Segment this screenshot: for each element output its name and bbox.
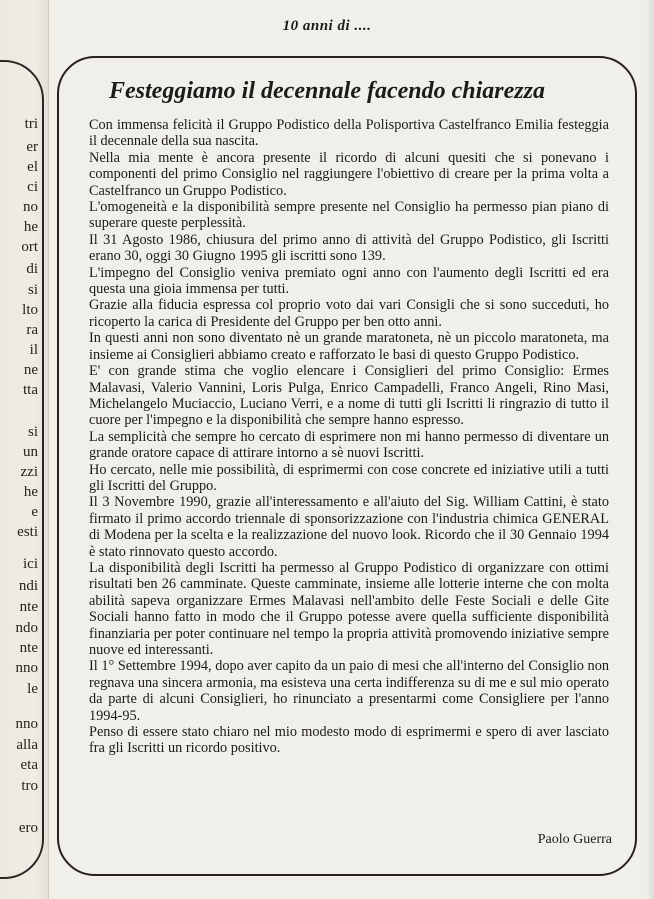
previous-page-fragment: nno (15, 660, 38, 676)
previous-page-fragment: zzi (20, 464, 38, 480)
article-body (89, 117, 609, 757)
previous-page-fragment: er (26, 139, 38, 155)
previous-page-fragment: ndi (18, 578, 38, 594)
article-title: Festeggiamo il decennale facendo chiarezza (109, 78, 545, 104)
paragraph-11: Il 3 Novembre 1990, grazie all'interessamento e all'aiuto del Sig. William Cattini, è stato firmato il primo accordo triennale di sponsorizzazione con l'industria chimica GENERAL di Modena per la scelta e la realizzazione del nuovo look. Ricordo che il 30 Gennaio 1994 è stato rinnovato questo accordo. (89, 494, 609, 560)
previous-page-fragment: tro (21, 778, 38, 794)
paragraph-5: L'impegno del Consiglio veniva premiato ogni anno con l'aumento degli Iscritti ed era questa una gioia immensa per tutti. (89, 264, 609, 298)
previous-page-fragment: si (27, 282, 38, 298)
paragraph-8: E' con grande stima che voglio elencare i Consiglieri del primo Consiglio: Ermes Malavasi, Valerio Vannini, Loris Pulga, Enrico Campadelli, Franco Angeli, Rino Masi, Michelangelo Muciaccio, Luciano Verri, e a nome di tutti gli Iscritti li ringrazio di tutto il cuore per l'impegno e la disponibilità che sempre hanno espresso. (89, 363, 609, 429)
previous-page-fragment: ici (23, 556, 38, 572)
previous-page-fragment: e (31, 504, 38, 520)
previous-page-fragment: ne (23, 362, 38, 378)
author-signature: Paolo Guerra (537, 832, 612, 847)
running-header: 10 anni di .... (282, 18, 372, 34)
previous-page-fragment: un (23, 444, 38, 460)
previous-page-fragment: el (27, 159, 38, 175)
paragraph-7: In questi anni non sono diventato nè un grande maratoneta, nè un piccolo maratoneta, ma insieme ai Consiglieri abbiamo creato e rafforzato le basi di questo Gruppo Podistico. (89, 330, 609, 363)
previous-page-fragment: le (27, 681, 38, 697)
scan-shadow (646, 0, 654, 899)
paragraph-4: Il 31 Agosto 1986, chiusura del primo anno di attività del Gruppo Podistico, gli Iscritti erano 30, oggi 30 Giugno 1995 gli iscritti sono 139. (89, 231, 609, 265)
previous-page-fragment: nno (15, 716, 38, 732)
previous-page-fragment: lto (22, 302, 38, 318)
previous-page-fragment: ort (21, 239, 38, 255)
paragraph-2: Nella mia mente è ancora presente il ricordo di alcuni quesiti che si ponevano i componenti del primo Consiglio nel raggiungere l'obiettivo di creare per la prima volta a Castelfranco un Gruppo Podistico. (89, 149, 609, 199)
previous-page-fragment: il (29, 342, 38, 358)
paragraph-3: L'omogeneità e la disponibilità sempre presente nel Consiglio ha permesso pian piano di superare queste perplessità. (89, 199, 609, 232)
previous-page-fragment: nte (19, 640, 38, 656)
previous-page-fragment: di (26, 261, 38, 277)
previous-page-fragment: no (23, 199, 38, 215)
previous-page-fragment: tta (23, 382, 38, 398)
paragraph-12: La disponibilità degli Iscritti ha permesso al Gruppo Podistico di organizzare con ottimi risultati ben 26 camminate. Queste camminate, insieme alle lotterie interne che con molta abilità sapeva organizzare Ermes Malavasi nell'ambito delle Feste Sociali e delle Gite Sociali hanno fatto in modo che il Gruppo potesse avere quella sufficiente disponibilità finanziaria per poter continuare nel tempo la propria attività promovendo iniziative sempre nuove ed interessanti. (89, 559, 609, 658)
previous-page-fragment: nte (19, 599, 38, 615)
paragraph-6: Grazie alla fiducia espressa col proprio voto dai vari Consigli che si sono succeduti, ho ricoperto la carica di Presidente del Gruppo per ben otto anni. (89, 297, 609, 330)
paragraph-10: Ho cercato, nelle mie possibilità, di esprimermi con cose concrete ed iniziative utili a tutti gli Iscritti del Gruppo. (89, 461, 609, 494)
previous-page-fragment: he (23, 484, 38, 500)
previous-page-edge (0, 0, 49, 899)
paragraph-13: Il 1° Settembre 1994, dopo aver capito da un paio di mesi che all'interno del Consiglio non regnava una sincera armonia, ma esisteva una certa indifferenza su di me e sul mio operato da parte di alcuni Consiglieri, ho rinunciato a presentarmi come Consigliere per l'anno 1994-95. (89, 658, 609, 724)
previous-page-fragment: he (23, 219, 38, 235)
previous-page-fragment: ero (18, 820, 38, 836)
previous-page-fragment: alla (16, 737, 38, 753)
paragraph-9: La semplicità che sempre ho cercato di esprimere non mi hanno permesso di diventare un grande oratore capace di attirare intorno a sè nuovi Iscritti. (89, 428, 609, 462)
previous-page-fragment: si (27, 424, 38, 440)
paragraph-14: Penso di essere stato chiaro nel mio modesto modo di esprimermi e spero di aver lasciato fra gli Iscritti un ricordo positivo. (89, 724, 609, 757)
paragraph-1: Con immensa felicità il Gruppo Podistico della Polisportiva Castelfranco Emilia festeggia il decennale della sua nascita. (89, 117, 609, 150)
previous-page-fragment: esti (17, 524, 38, 540)
previous-page-fragment: tri (24, 116, 38, 132)
previous-page-fragment: ndo (15, 620, 38, 636)
previous-page-fragment: ra (26, 322, 38, 338)
previous-page-fragment: ci (27, 179, 38, 195)
previous-page-fragment: eta (20, 757, 38, 773)
